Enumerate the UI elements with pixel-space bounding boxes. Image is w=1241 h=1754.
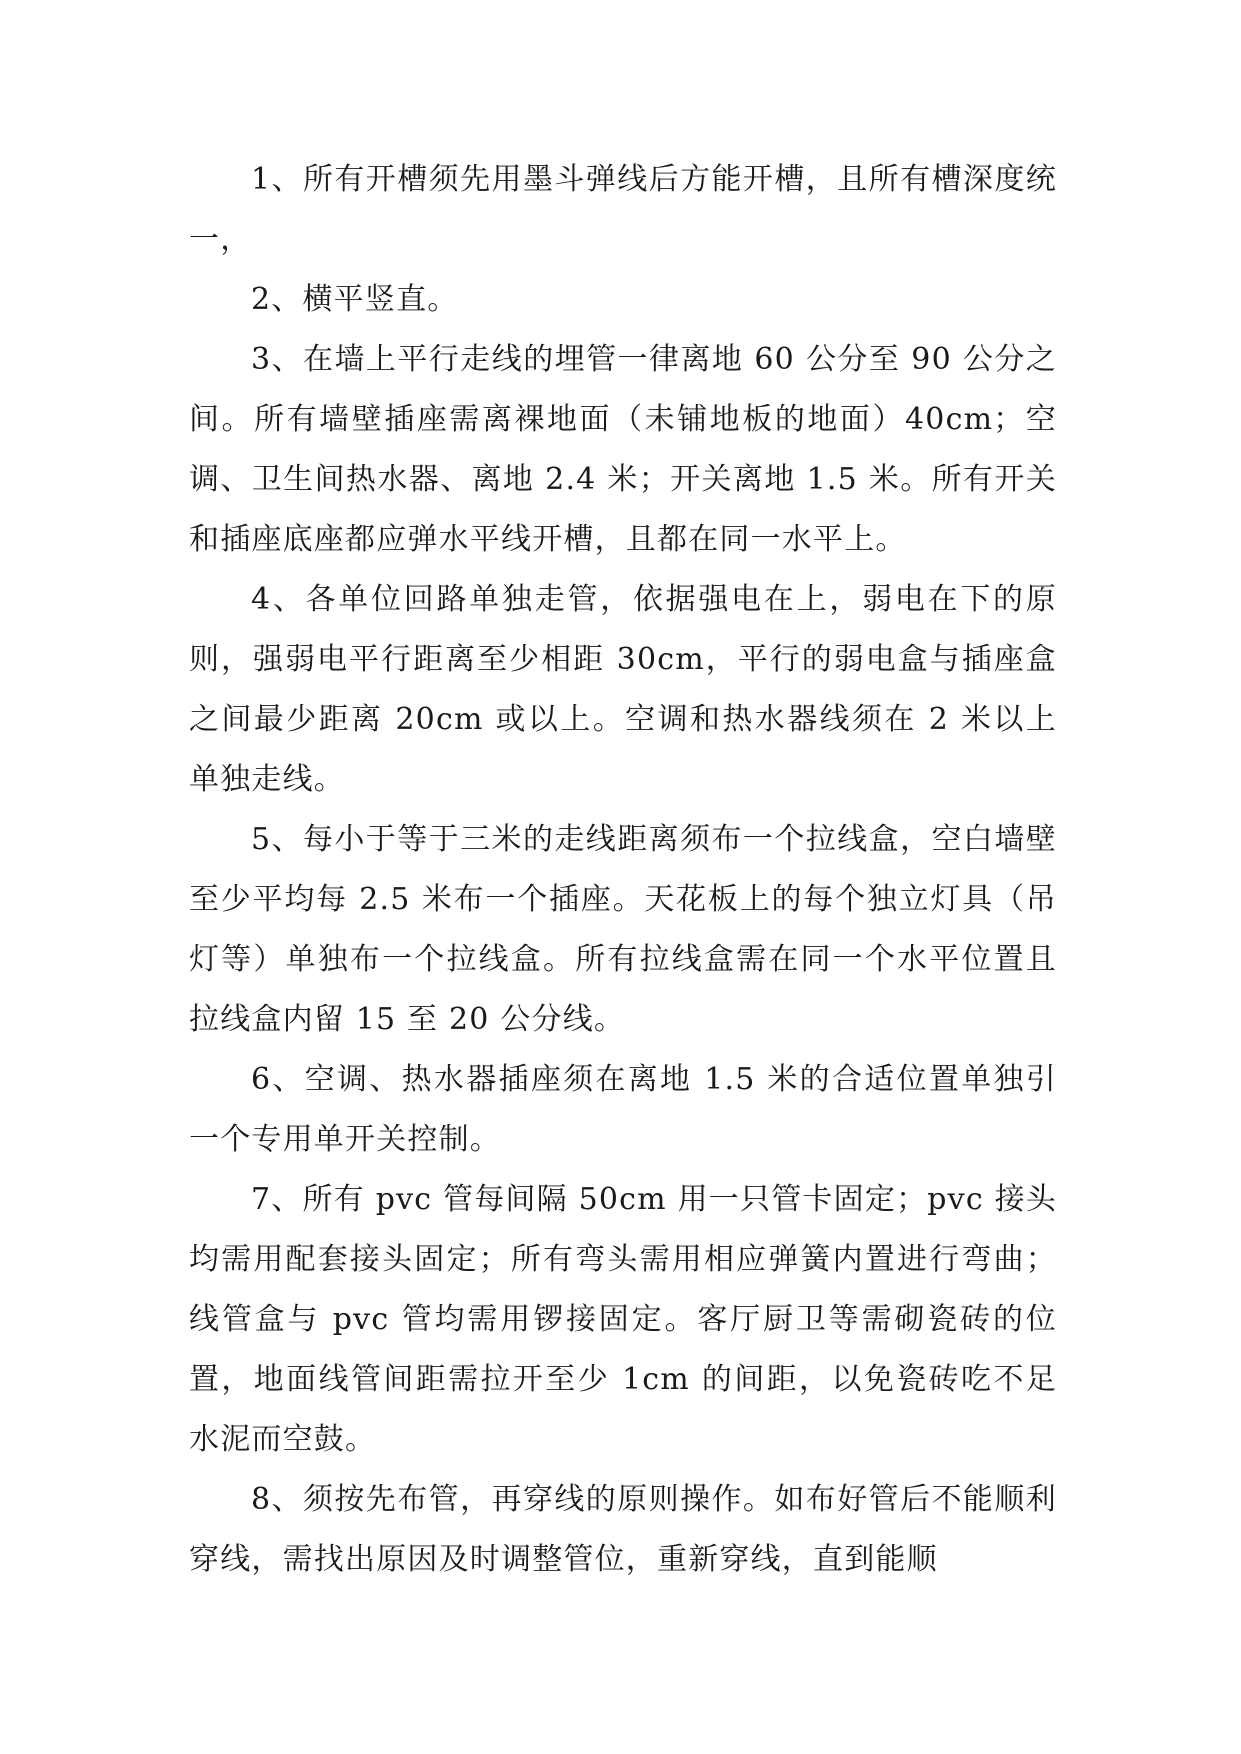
document-page: [189, 150, 1057, 1590]
paragraph-1: 1、所有开槽须先用墨斗弹线后方能开槽，且所有槽深度统一，: [189, 162, 1057, 257]
paragraph-6: 6、空调、热水器插座须在离地 1.5 米的合适位置单独引一个专用单开关控制。: [189, 1062, 1057, 1157]
paragraph-2: 2、横平竖直。: [251, 282, 459, 317]
paragraph-4: 4、各单位回路单独走管，依据强电在上，弱电在下的原则，强弱电平行距离至少相距 30cm，平行的弱电盒与插座盒之间最少距离 20cm 或以上。空调和热水器线须在 2 米以上单独走线。: [189, 582, 1057, 797]
paragraph-5: 5、每小于等于三米的走线距离须布一个拉线盒，空白墙壁至少平均每 2.5 米布一个插座。天花板上的每个独立灯具（吊灯等）单独布一个拉线盒。所有拉线盒需在同一个水平位置且拉线盒内留 15 至 20 公分线。: [189, 822, 1057, 1037]
paragraph-3: 3、在墙上平行走线的埋管一律离地 60 公分至 90 公分之间。所有墙壁插座需离裸地面（未铺地板的地面）40cm；空调、卫生间热水器、离地 2.4 米；开关离地 1.5 米。所有开关和插座底座都应弹水平线开槽，且都在同一水平上。: [189, 342, 1057, 557]
paragraph-7: 7、所有 pvc 管每间隔 50cm 用一只管卡固定；pvc 接头均需用配套接头固定；所有弯头需用相应弹簧内置进行弯曲；线管盒与 pvc 管均需用锣接固定。客厅厨卫等需砌瓷砖的位置，地面线管间距需拉开至少 1cm 的间距，以免瓷砖吃不足水泥而空鼓。: [189, 1182, 1057, 1457]
paragraph-8: 8、须按先布管，再穿线的原则操作。如布好管后不能顺利穿线，需找出原因及时调整管位，重新穿线，直到能顺: [189, 1482, 1057, 1577]
